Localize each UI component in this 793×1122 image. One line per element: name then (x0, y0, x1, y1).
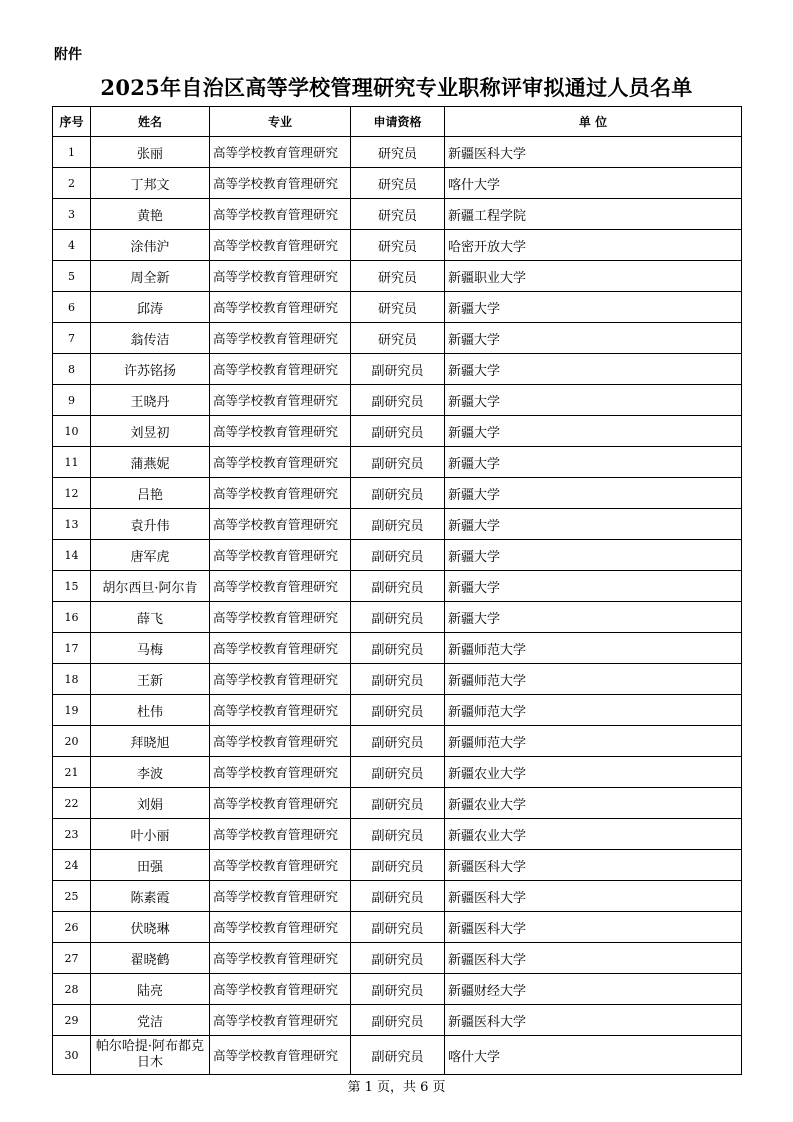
page-title: 2025年自治区高等学校管理研究专业职称评审拟通过人员名单 (100, 75, 693, 100)
row-qualification: 研究员 (351, 323, 445, 354)
row-qualification: 副研究员 (351, 757, 445, 788)
row-name: 党洁 (91, 1005, 210, 1036)
row-major: 高等学校教育管理研究 (210, 261, 351, 292)
table-row (53, 1036, 742, 1075)
row-seq: 23 (53, 819, 91, 850)
row-unit: 喀什大学 (445, 1036, 742, 1075)
row-seq: 11 (53, 447, 91, 478)
table-row (53, 137, 742, 168)
header-qualification: 申请资格 (351, 107, 445, 137)
row-unit: 新疆大学 (445, 540, 742, 571)
row-major: 高等学校教育管理研究 (210, 509, 351, 540)
row-seq: 18 (53, 664, 91, 695)
row-unit: 新疆农业大学 (445, 757, 742, 788)
table-row (53, 974, 742, 1005)
row-major: 高等学校教育管理研究 (210, 664, 351, 695)
row-name: 叶小丽 (91, 819, 210, 850)
table-row (53, 1005, 742, 1036)
row-major: 高等学校教育管理研究 (210, 850, 351, 881)
row-major: 高等学校教育管理研究 (210, 571, 351, 602)
row-name: 陈素霞 (91, 881, 210, 912)
row-unit: 新疆师范大学 (445, 664, 742, 695)
row-seq: 30 (53, 1036, 91, 1075)
row-qualification: 副研究员 (351, 664, 445, 695)
row-major: 高等学校教育管理研究 (210, 385, 351, 416)
row-seq: 16 (53, 602, 91, 633)
row-qualification: 副研究员 (351, 478, 445, 509)
row-major: 高等学校教育管理研究 (210, 323, 351, 354)
row-major: 高等学校教育管理研究 (210, 695, 351, 726)
personnel-table (52, 106, 742, 1075)
row-name: 周全新 (91, 261, 210, 292)
header-seq: 序号 (53, 107, 91, 137)
row-unit: 新疆医科大学 (445, 850, 742, 881)
row-major: 高等学校教育管理研究 (210, 881, 351, 912)
row-major: 高等学校教育管理研究 (210, 354, 351, 385)
row-qualification: 副研究员 (351, 509, 445, 540)
row-qualification: 副研究员 (351, 850, 445, 881)
row-name: 张丽 (91, 137, 210, 168)
row-major: 高等学校教育管理研究 (210, 788, 351, 819)
row-major: 高等学校教育管理研究 (210, 1036, 351, 1075)
row-name: 李波 (91, 757, 210, 788)
row-seq: 9 (53, 385, 91, 416)
row-seq: 27 (53, 943, 91, 974)
row-seq: 6 (53, 292, 91, 323)
row-unit: 新疆大学 (445, 478, 742, 509)
row-qualification: 副研究员 (351, 571, 445, 602)
row-major: 高等学校教育管理研究 (210, 168, 351, 199)
row-name: 刘昱初 (91, 416, 210, 447)
row-qualification: 副研究员 (351, 447, 445, 478)
table-row (53, 230, 742, 261)
table-row (53, 912, 742, 943)
row-seq: 1 (53, 137, 91, 168)
table-row (53, 199, 742, 230)
table-row (53, 788, 742, 819)
table-row (53, 633, 742, 664)
row-major: 高等学校教育管理研究 (210, 819, 351, 850)
row-seq: 22 (53, 788, 91, 819)
row-seq: 24 (53, 850, 91, 881)
row-major: 高等学校教育管理研究 (210, 447, 351, 478)
row-name: 王新 (91, 664, 210, 695)
header-name: 姓名 (91, 107, 210, 137)
row-seq: 7 (53, 323, 91, 354)
row-qualification: 副研究员 (351, 974, 445, 1005)
row-name: 蒲燕妮 (91, 447, 210, 478)
row-qualification: 副研究员 (351, 726, 445, 757)
table-row (53, 881, 742, 912)
row-unit: 新疆大学 (445, 447, 742, 478)
row-seq: 2 (53, 168, 91, 199)
row-seq: 8 (53, 354, 91, 385)
row-seq: 12 (53, 478, 91, 509)
row-seq: 5 (53, 261, 91, 292)
table-row (53, 757, 742, 788)
row-qualification: 研究员 (351, 168, 445, 199)
table-row (53, 478, 742, 509)
row-major: 高等学校教育管理研究 (210, 943, 351, 974)
row-unit: 新疆师范大学 (445, 695, 742, 726)
row-seq: 25 (53, 881, 91, 912)
row-unit: 新疆师范大学 (445, 633, 742, 664)
row-name: 马梅 (91, 633, 210, 664)
row-unit: 新疆医科大学 (445, 137, 742, 168)
row-major: 高等学校教育管理研究 (210, 540, 351, 571)
row-name: 杜伟 (91, 695, 210, 726)
table-body (53, 137, 742, 1075)
row-major: 高等学校教育管理研究 (210, 633, 351, 664)
row-qualification: 副研究员 (351, 1005, 445, 1036)
row-qualification: 研究员 (351, 137, 445, 168)
row-qualification: 副研究员 (351, 1036, 445, 1075)
row-major: 高等学校教育管理研究 (210, 1005, 351, 1036)
row-qualification: 副研究员 (351, 633, 445, 664)
row-qualification: 副研究员 (351, 788, 445, 819)
row-qualification: 副研究员 (351, 416, 445, 447)
row-major: 高等学校教育管理研究 (210, 230, 351, 261)
row-unit: 新疆工程学院 (445, 199, 742, 230)
row-major: 高等学校教育管理研究 (210, 292, 351, 323)
table-row (53, 261, 742, 292)
table-row (53, 664, 742, 695)
row-qualification: 副研究员 (351, 540, 445, 571)
row-unit: 新疆师范大学 (445, 726, 742, 757)
row-name: 涂伟沪 (91, 230, 210, 261)
row-major: 高等学校教育管理研究 (210, 602, 351, 633)
row-unit: 新疆大学 (445, 323, 742, 354)
table-row (53, 509, 742, 540)
row-name: 田强 (91, 850, 210, 881)
row-name: 帕尔哈提·阿布都克日木 (91, 1036, 210, 1075)
row-qualification: 研究员 (351, 199, 445, 230)
table-row (53, 602, 742, 633)
row-name: 许苏铭扬 (91, 354, 210, 385)
row-seq: 26 (53, 912, 91, 943)
table-row (53, 168, 742, 199)
row-qualification: 研究员 (351, 292, 445, 323)
row-unit: 新疆农业大学 (445, 819, 742, 850)
table-row (53, 695, 742, 726)
row-qualification: 副研究员 (351, 943, 445, 974)
row-seq: 3 (53, 199, 91, 230)
row-qualification: 研究员 (351, 261, 445, 292)
row-name: 刘娟 (91, 788, 210, 819)
row-major: 高等学校教育管理研究 (210, 199, 351, 230)
row-name: 邱涛 (91, 292, 210, 323)
row-major: 高等学校教育管理研究 (210, 974, 351, 1005)
page-footer: 第 1 页，共 6 页 (347, 1080, 446, 1095)
attachment-label: 附件 (54, 47, 82, 63)
table-row (53, 292, 742, 323)
row-seq: 19 (53, 695, 91, 726)
row-seq: 21 (53, 757, 91, 788)
row-unit: 新疆大学 (445, 354, 742, 385)
row-name: 拜晓旭 (91, 726, 210, 757)
row-name: 王晓丹 (91, 385, 210, 416)
row-name: 唐军虎 (91, 540, 210, 571)
row-unit: 新疆大学 (445, 602, 742, 633)
table-row (53, 819, 742, 850)
table-row (53, 943, 742, 974)
row-qualification: 副研究员 (351, 354, 445, 385)
table-row (53, 354, 742, 385)
row-major: 高等学校教育管理研究 (210, 912, 351, 943)
row-qualification: 副研究员 (351, 385, 445, 416)
table-row (53, 571, 742, 602)
row-unit: 新疆大学 (445, 571, 742, 602)
row-unit: 新疆医科大学 (445, 943, 742, 974)
row-seq: 15 (53, 571, 91, 602)
row-seq: 10 (53, 416, 91, 447)
header-unit: 单 位 (445, 107, 742, 137)
row-qualification: 研究员 (351, 230, 445, 261)
row-unit: 哈密开放大学 (445, 230, 742, 261)
row-unit: 新疆大学 (445, 292, 742, 323)
row-qualification: 副研究员 (351, 695, 445, 726)
table-row (53, 416, 742, 447)
row-unit: 新疆职业大学 (445, 261, 742, 292)
table-row (53, 323, 742, 354)
table-header-row (53, 107, 742, 137)
row-unit: 喀什大学 (445, 168, 742, 199)
row-name: 胡尔西旦·阿尔肯 (91, 571, 210, 602)
row-qualification: 副研究员 (351, 819, 445, 850)
row-unit: 新疆医科大学 (445, 1005, 742, 1036)
table-row (53, 726, 742, 757)
row-seq: 20 (53, 726, 91, 757)
row-name: 翁传洁 (91, 323, 210, 354)
row-unit: 新疆农业大学 (445, 788, 742, 819)
table-row (53, 385, 742, 416)
row-qualification: 副研究员 (351, 912, 445, 943)
row-name: 袁升伟 (91, 509, 210, 540)
row-qualification: 副研究员 (351, 881, 445, 912)
row-name: 黄艳 (91, 199, 210, 230)
row-name: 伏晓琳 (91, 912, 210, 943)
row-seq: 17 (53, 633, 91, 664)
row-seq: 14 (53, 540, 91, 571)
row-name: 翟晓鹤 (91, 943, 210, 974)
header-major: 专业 (210, 107, 351, 137)
row-seq: 13 (53, 509, 91, 540)
row-seq: 4 (53, 230, 91, 261)
row-unit: 新疆大学 (445, 509, 742, 540)
row-unit: 新疆财经大学 (445, 974, 742, 1005)
row-unit: 新疆大学 (445, 385, 742, 416)
row-unit: 新疆大学 (445, 416, 742, 447)
row-qualification: 副研究员 (351, 602, 445, 633)
row-seq: 29 (53, 1005, 91, 1036)
row-major: 高等学校教育管理研究 (210, 478, 351, 509)
row-major: 高等学校教育管理研究 (210, 137, 351, 168)
row-major: 高等学校教育管理研究 (210, 416, 351, 447)
row-name: 丁邦文 (91, 168, 210, 199)
row-major: 高等学校教育管理研究 (210, 757, 351, 788)
row-unit: 新疆医科大学 (445, 912, 742, 943)
table-row (53, 447, 742, 478)
table-row (53, 540, 742, 571)
table-row (53, 850, 742, 881)
row-major: 高等学校教育管理研究 (210, 726, 351, 757)
row-seq: 28 (53, 974, 91, 1005)
row-name: 薛飞 (91, 602, 210, 633)
row-name: 吕艳 (91, 478, 210, 509)
row-name: 陆亮 (91, 974, 210, 1005)
row-unit: 新疆医科大学 (445, 881, 742, 912)
